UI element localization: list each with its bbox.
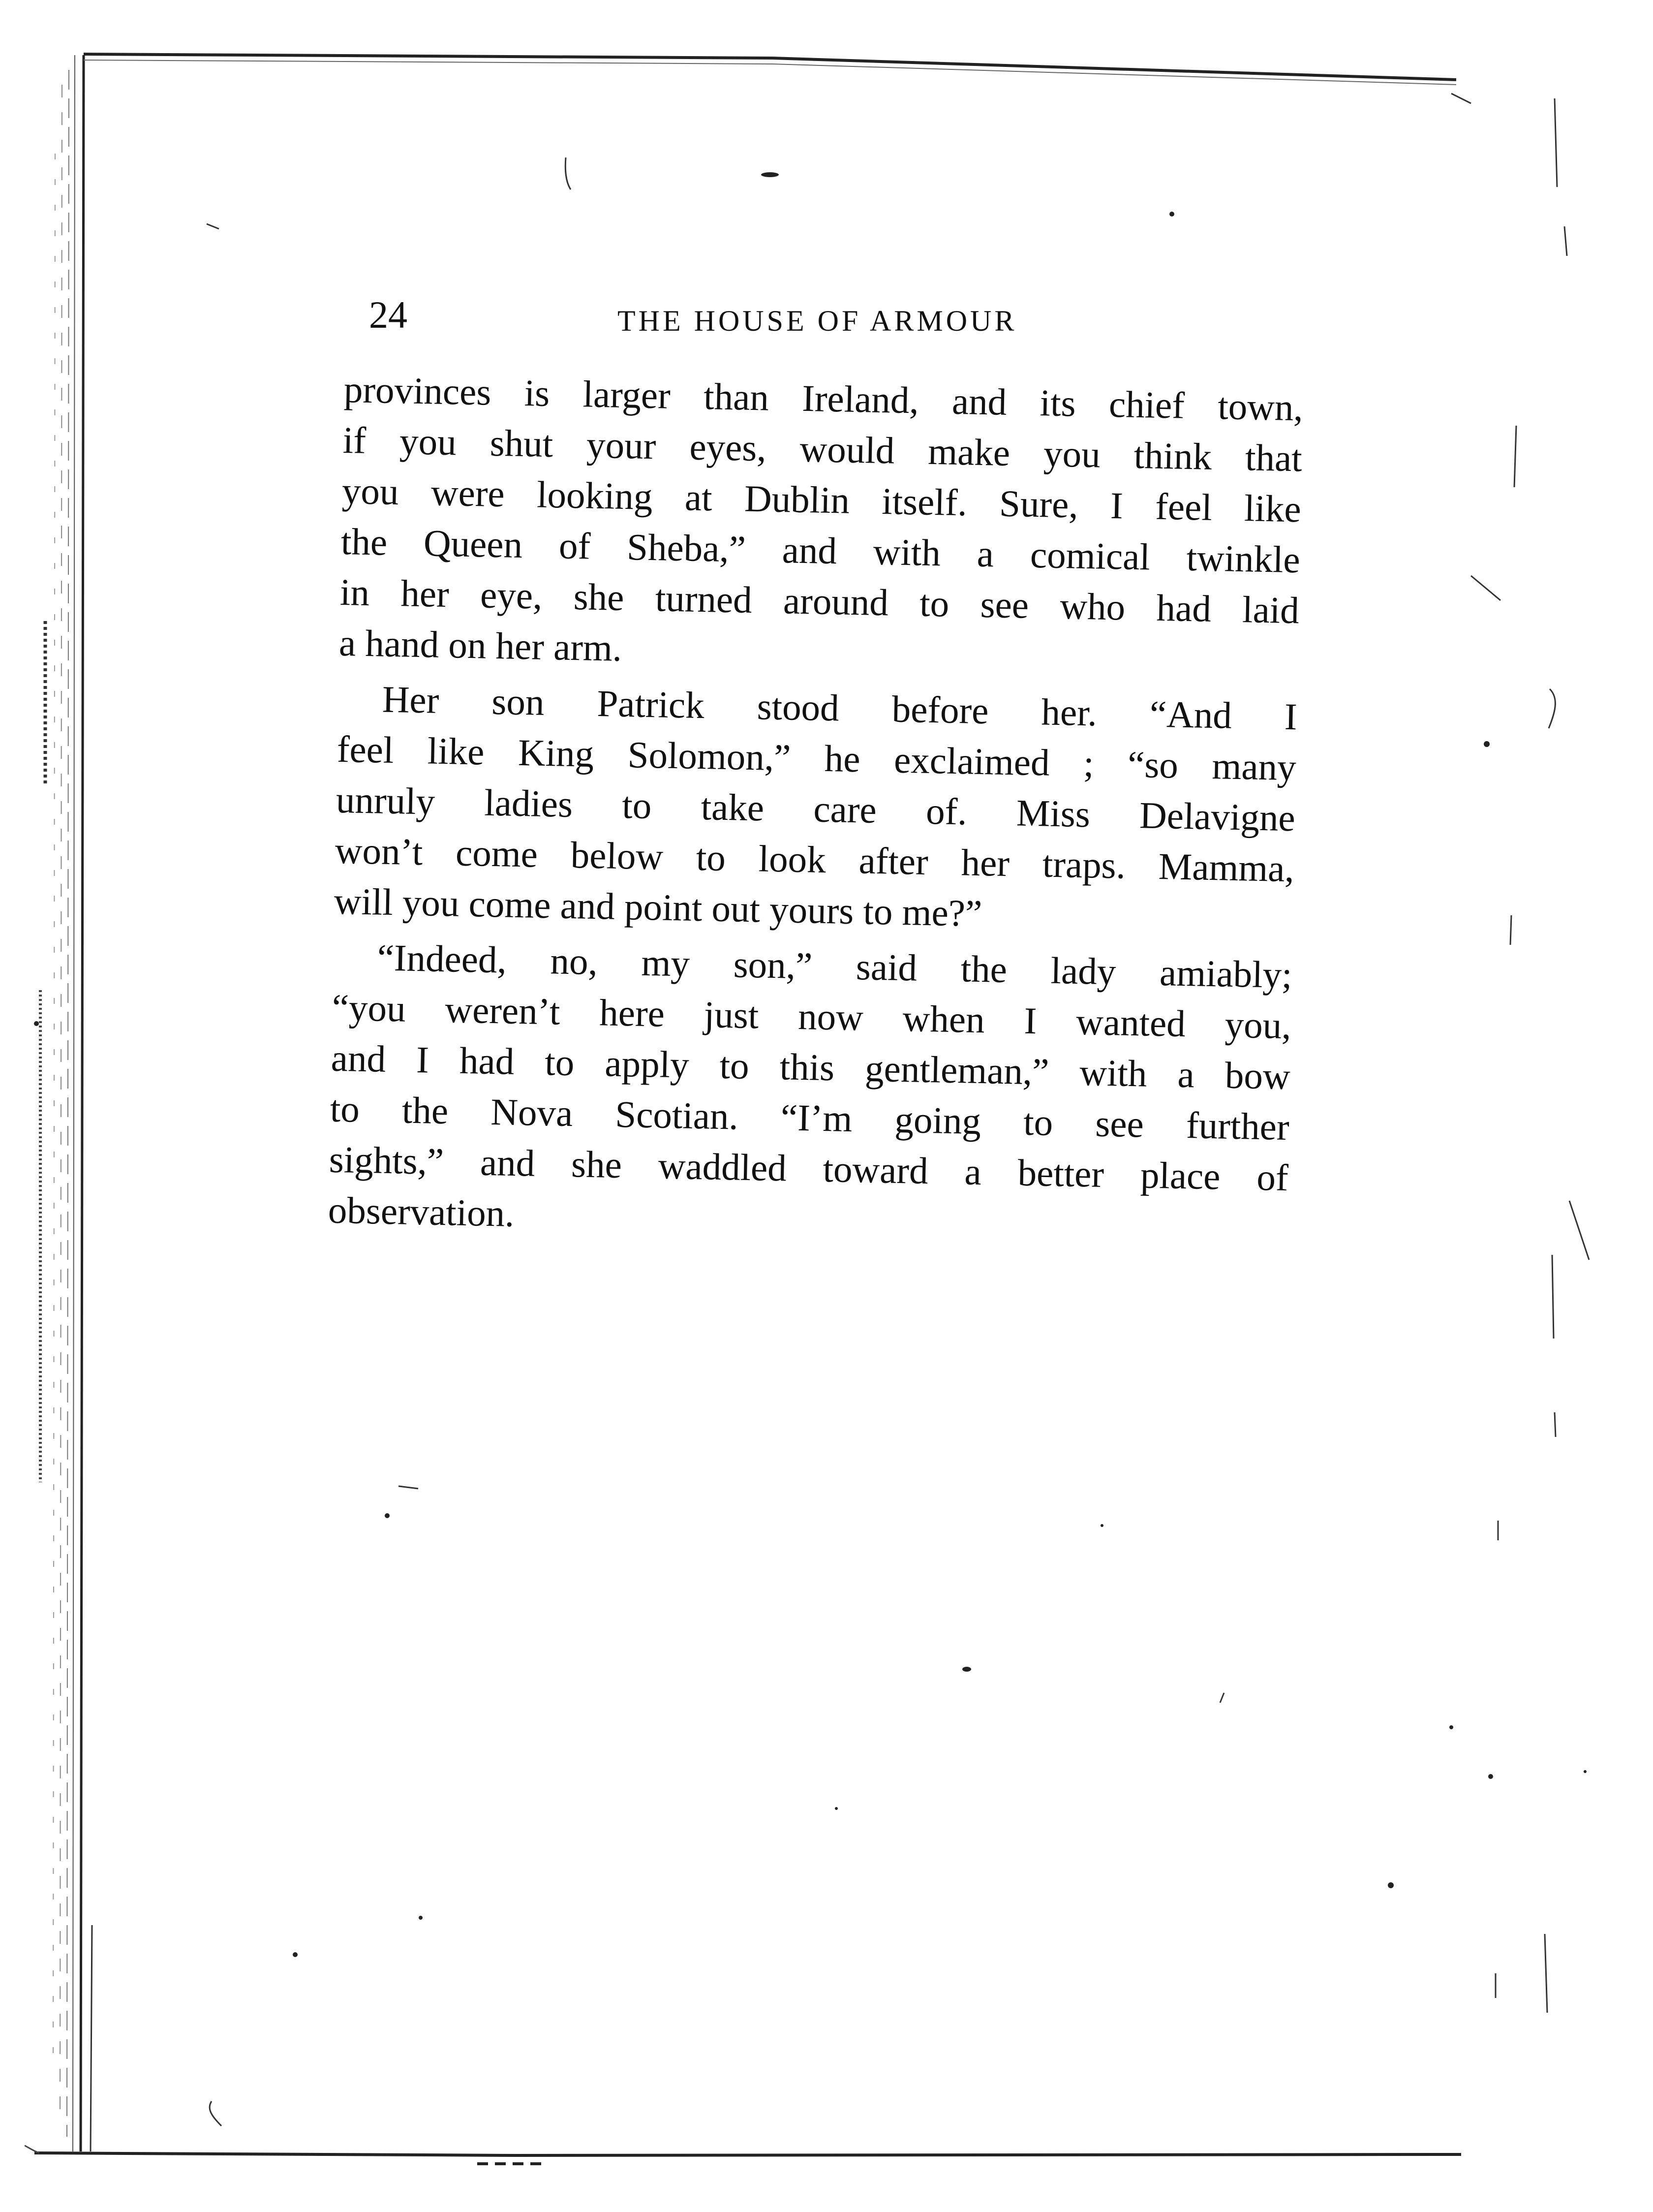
text-line: Her son Patrick stood before her. “And I: [382, 678, 1298, 738]
text-line: in her eye, she turned around to see who had laid: [339, 570, 1300, 632]
text-line: “you weren’t here just now when I wanted you,: [332, 986, 1292, 1047]
running-head-title: THE HOUSE OF ARMOUR: [617, 305, 1017, 337]
paragraph-3: [328, 932, 1293, 1254]
text-line: feel like King Solomon,” he exclaimed ; “so many: [337, 727, 1297, 789]
text-line: unruly ladies to take care of. Miss Delavigne: [336, 778, 1296, 840]
text-line: “Indeed, no, my son,” said the lady amiably;: [377, 936, 1293, 997]
body-text: [328, 364, 1304, 1254]
text-line: the Queen of Sheba,” and with a comical twinkle: [340, 520, 1301, 581]
text-line: if you shut your eyes, would make you think that: [342, 418, 1303, 480]
text-line: observation.: [328, 1188, 515, 1235]
text-line: and I had to apply to this gentleman,” with a bow: [331, 1036, 1291, 1098]
running-head: [369, 288, 1328, 342]
text-line: will you come and point out yours to me?”: [334, 879, 982, 935]
text-line: sights,” and she waddled toward a better place of: [329, 1138, 1289, 1199]
paragraph-1: [338, 364, 1304, 686]
text-line: you were looking at Dublin itself. Sure, I feel like: [341, 469, 1302, 530]
text-line: to the Nova Scotian. “I’m going to see further: [330, 1087, 1290, 1149]
text-line: provinces is larger than Ireland, and its chief town,: [343, 368, 1304, 429]
text-line: won’t come below to look after her traps. Mamma,: [335, 829, 1295, 890]
text-line: a hand on her arm.: [338, 621, 622, 669]
page-number: 24: [369, 293, 407, 336]
paragraph-2: [334, 673, 1298, 945]
